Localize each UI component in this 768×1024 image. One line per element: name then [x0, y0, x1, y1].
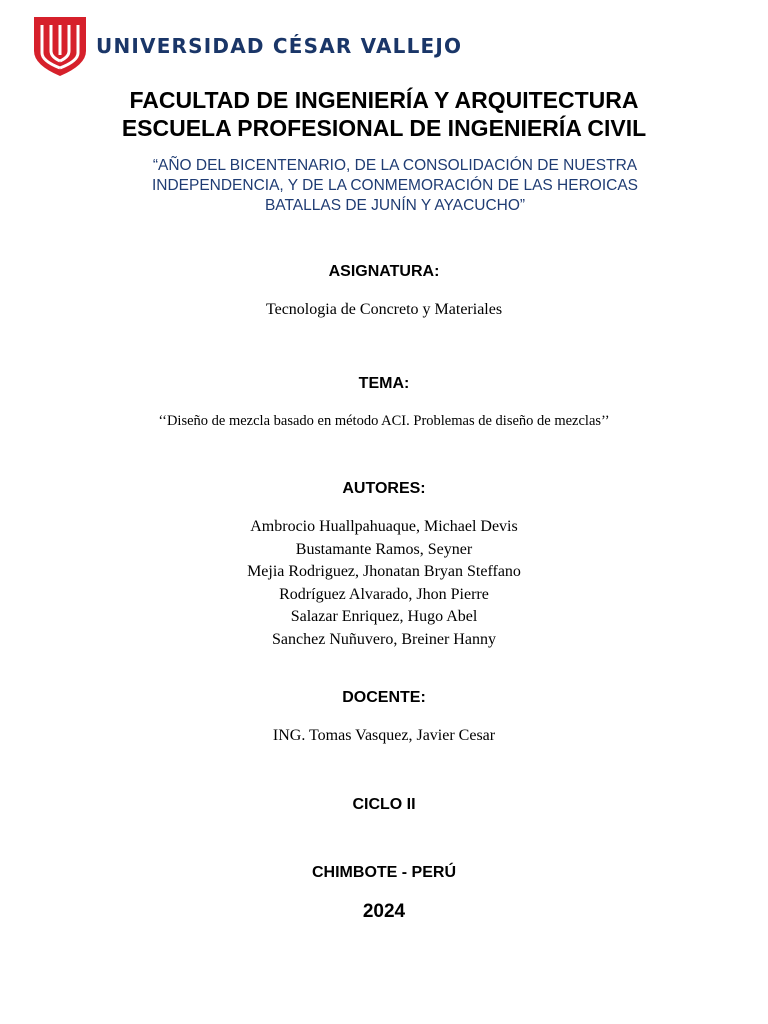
location-label: CHIMBOTE - PERÚ — [312, 864, 456, 881]
faculty-title — [0, 86, 768, 142]
author-name: Mejia Rodriguez, Jhonatan Bryan Steffano — [247, 563, 521, 581]
university-logo — [32, 15, 463, 79]
author-name: Ambrocio Huallpahuaque, Michael Devis — [250, 518, 518, 535]
topic-value: ‘‘Diseño de mezcla basado en método ACI. Problemas de diseño de mezclas’’ — [158, 413, 610, 429]
topic-heading: TEMA: — [358, 375, 410, 392]
authors-heading: AUTORES: — [342, 480, 426, 497]
author-name: Salazar Enriquez, Hugo Abel — [290, 608, 478, 626]
year-motto — [150, 156, 640, 216]
teacher-heading: DOCENTE: — [342, 689, 426, 706]
year-label: 2024 — [362, 901, 406, 922]
motto-line-2: INDEPENDENCIA, Y DE LA CONMEMORACIÓN DE LAS HEROICAS — [151, 177, 639, 194]
motto-line-3: BATALLAS DE JUNÍN Y AYACUCHO” — [264, 197, 526, 214]
motto-line-1: “AÑO DEL BICENTENARIO, DE LA CONSOLIDACIÓN DE NUESTRA — [152, 157, 638, 174]
university-shield-icon — [32, 15, 88, 77]
subject-heading: ASIGNATURA: — [328, 263, 440, 280]
faculty-line-1: FACULTAD DE INGENIERÍA Y ARQUITECTURA — [129, 87, 639, 113]
author-name: Rodríguez Alvarado, Jhon Pierre — [279, 585, 489, 603]
author-name: Sanchez Nuñuvero, Breiner Hanny — [272, 630, 496, 648]
university-name: UNIVERSIDAD CÉSAR VALLEJO — [96, 34, 463, 58]
teacher-value: ING. Tomas Vasquez, Javier Cesar — [272, 727, 496, 744]
subject-value: Tecnologia de Concreto y Materiales — [265, 301, 503, 318]
authors-list — [0, 516, 768, 652]
author-name: Bustamante Ramos, Seyner — [295, 540, 473, 558]
cycle-label: CICLO II — [352, 796, 416, 813]
faculty-line-2: ESCUELA PROFESIONAL DE INGENIERÍA CIVIL — [121, 115, 647, 141]
